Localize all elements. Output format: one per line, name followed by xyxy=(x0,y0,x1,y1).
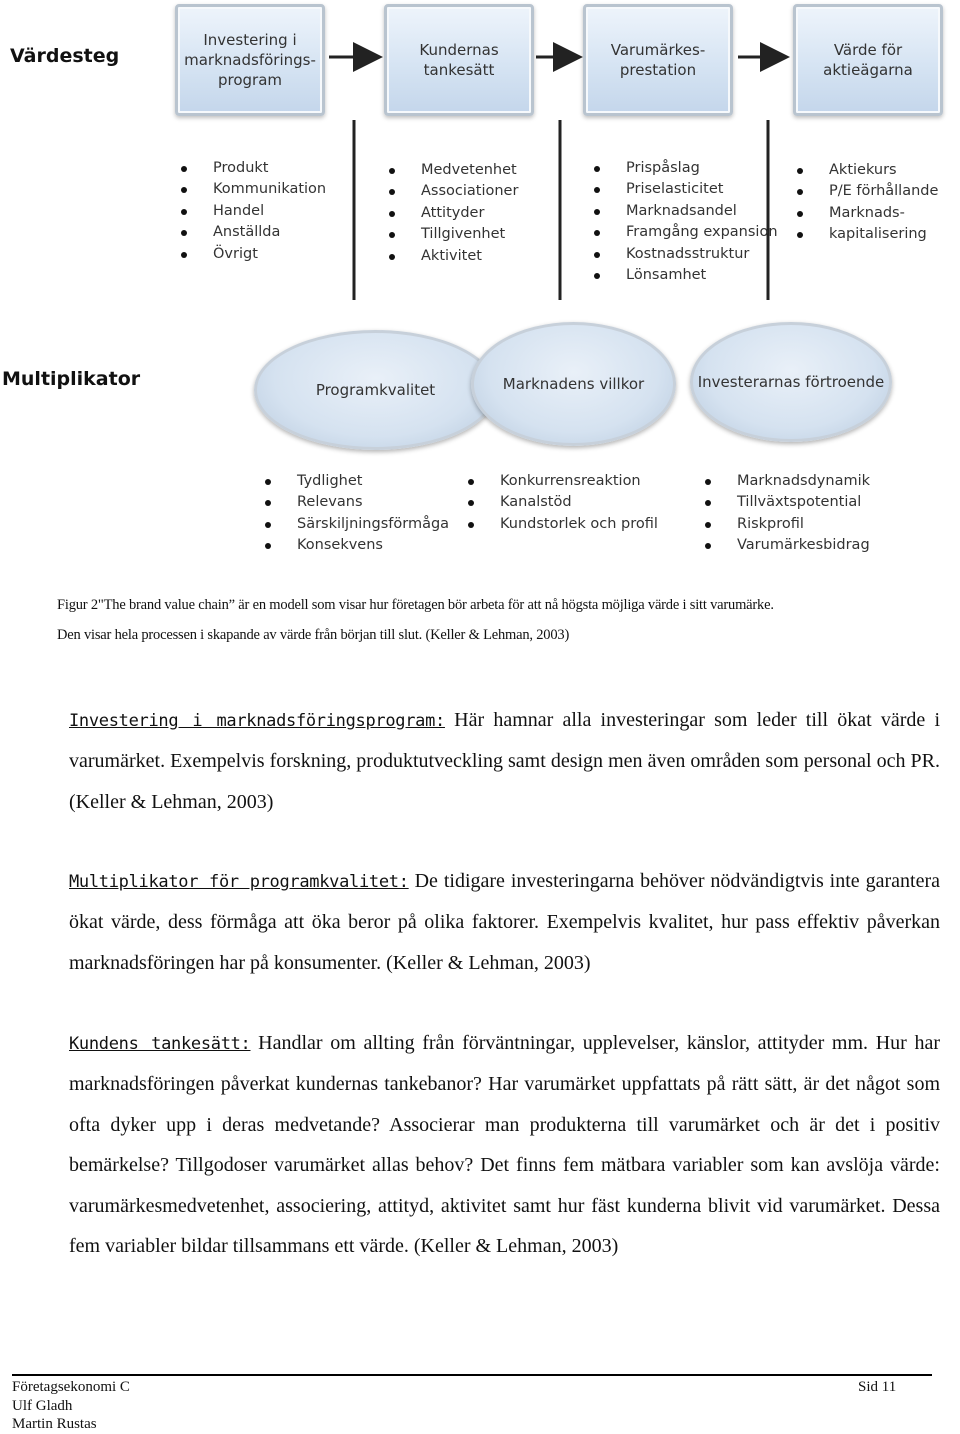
list-item: Marknads- xyxy=(797,203,938,224)
list-item: Övrigt xyxy=(181,244,326,265)
list-item: Kostnadsstruktur xyxy=(594,244,778,265)
list-item: Aktiekurs xyxy=(797,160,938,181)
list-item: Aktivitet xyxy=(389,246,518,267)
list-item: Associationer xyxy=(389,181,518,202)
multiplier-1-bullets xyxy=(265,471,449,557)
list-item: Lönsamhet xyxy=(594,265,778,286)
footer-author-1: Ulf Gladh xyxy=(12,1397,73,1414)
multiplier-3-bullets xyxy=(705,471,870,557)
multiplier-heading: Multiplikator xyxy=(2,368,141,390)
figure-caption xyxy=(57,594,957,646)
caption-line-2: Den visar hela processen i skapande av värde från början till slut. (Keller & Lehman, 2003) xyxy=(57,627,570,643)
paragraph-multiplier xyxy=(69,861,940,983)
list-item: Kanalstöd xyxy=(468,492,658,513)
list-item: Attityder xyxy=(389,203,518,224)
list-item: Tillväxtspotential xyxy=(705,492,870,513)
list-item: Riskprofil xyxy=(705,514,870,535)
term-multiplier: Multiplikator för programkvalitet: xyxy=(69,872,409,892)
list-item: Konsekvens xyxy=(265,535,449,556)
list-item: Medvetenhet xyxy=(389,160,518,181)
stage-box-brand-performance: Varumärkes-prestation xyxy=(583,4,733,116)
list-item: Prispåslag xyxy=(594,158,778,179)
footer-course: Företagsekonomi C xyxy=(12,1379,130,1395)
paragraph-text: De tidigare investeringarna behöver nödvändigtvis inte garantera ökat värde, dess förmåga att öka beror på olika faktorer. Exempelvis kvalitet, hur pass effektiv påverkan marknadsföringen har på konsumenter. (Keller & Lehman, 2003) xyxy=(69,870,940,974)
term-customer-mindset: Kundens tankesätt: xyxy=(69,1034,251,1054)
list-item: Anställda xyxy=(181,222,326,243)
stage-1-bullets xyxy=(181,158,326,265)
list-item: kapitalisering xyxy=(797,224,938,245)
list-item: Varumärkesbidrag xyxy=(705,535,870,556)
paragraph-text: Handlar om allting från förväntningar, upplevelser, känslor, attityder mm. Hur har marknadsföringen påverkat kundernas tankebanor? Har varumärket uppfattats på rätt sätt, är det något som ofta dyker upp i deras medvetande? Associerar man produkterna till varumärket och är det i positiv bemärkelse? Tillgodoser varumärket allas behov? Det finns fem mätbara variabler som kan avslöja värde: varumärkesmedvetenhet, associering, attityd, aktivitet samt hur fäst kunderna blivit vid varumärket. Dessa fem variabler bildar tillsammans ett värde. (Keller & Lehman, 2003) xyxy=(69,1032,940,1258)
stage-4-bullets xyxy=(797,160,938,246)
footer-author-2: Martin Rustas xyxy=(12,1416,97,1432)
list-item: Framgång expansion xyxy=(594,222,778,243)
footer-rule xyxy=(12,1374,932,1376)
ellipse-investor-sentiment: Investerarnas förtroende xyxy=(690,322,892,442)
list-item: Kundstorlek och profil xyxy=(468,514,658,535)
term-investment: Investering i marknadsföringsprogram: xyxy=(69,711,445,731)
paragraph-investment xyxy=(69,700,940,822)
footer-page-number: Sid 11 xyxy=(858,1379,897,1395)
list-item: Priselasticitet xyxy=(594,179,778,200)
stage-2-bullets xyxy=(389,160,518,267)
list-item: P/E förhållande xyxy=(797,181,938,202)
stage-box-shareholder-value: Värde för aktieägarna xyxy=(793,4,943,116)
list-item: Marknadsdynamik xyxy=(705,471,870,492)
list-item: Tillgivenhet xyxy=(389,224,518,245)
list-item: Relevans xyxy=(265,492,449,513)
value-steps-heading: Värdesteg xyxy=(10,45,120,67)
ellipse-program-quality: Programkvalitet xyxy=(254,330,497,450)
list-item: Produkt xyxy=(181,158,326,179)
paragraph-text: Här hamnar alla investeringar som leder till ökat värde i varumärket. Exempelvis forskning, produktutveckling samt design men även områden som personal och PR. (Keller & Lehman, 2003) xyxy=(69,709,940,813)
list-item: Handel xyxy=(181,201,326,222)
list-item: Särskiljningsförmåga xyxy=(265,514,449,535)
ellipse-market-conditions: Marknadens villkor xyxy=(471,322,676,446)
caption-line-1: Figur 2"The brand value chain” är en modell som visar hur företagen bör arbeta för att nå högsta möjliga värde i sitt varumärke. xyxy=(57,597,774,613)
multiplier-2-bullets xyxy=(468,471,658,535)
stage-box-investment: Investering i marknadsförings-program xyxy=(175,4,325,116)
list-item: Kommunikation xyxy=(181,179,326,200)
footer-left xyxy=(12,1378,130,1434)
paragraph-customer-mindset xyxy=(69,1023,940,1266)
stage-box-customer-mindset: Kundernas tankesätt xyxy=(384,4,534,116)
list-item: Tydlighet xyxy=(265,471,449,492)
stage-3-bullets xyxy=(594,158,778,286)
list-item: Konkurrensreaktion xyxy=(468,471,658,492)
list-item: Marknadsandel xyxy=(594,201,778,222)
